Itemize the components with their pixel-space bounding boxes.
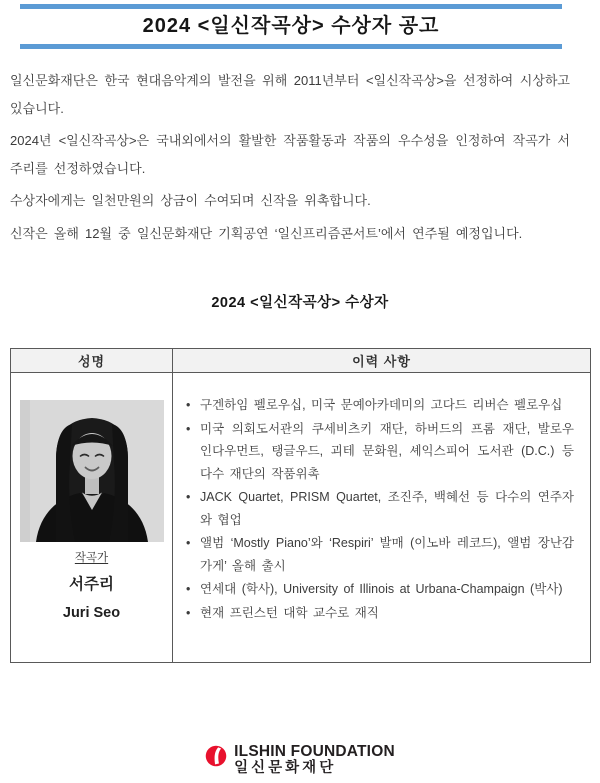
winner-name-english: Juri Seo: [62, 605, 121, 621]
paragraph-selection: 2024년 <일신작곡상>은 국내외에서의 활발한 작품활동과 작품의 우수성을 인정하여 작곡가 서주리를 선정하였습니다.: [10, 133, 570, 176]
winner-career-cell: [173, 373, 591, 663]
table-winner-row: [11, 373, 591, 663]
ilshin-logo-icon: [205, 745, 227, 767]
column-header-name: 성명: [11, 349, 173, 373]
career-item: • JACK Quartet, PRISM Quartet, 조진주, 백혜선 등 다수의 연주자와 협업: [185, 486, 574, 531]
career-list: [185, 394, 574, 624]
winner-name-cell: [11, 373, 173, 663]
winner-role-label: 작곡가: [74, 552, 109, 564]
title-banner: [20, 4, 562, 49]
winner-portrait-photo: [20, 400, 164, 542]
winner-section-subtitle: 2024 <일신작곡상> 수상자: [211, 295, 389, 311]
table-header-row: [11, 349, 591, 373]
winner-table: [10, 348, 591, 663]
career-item: • 구겐하임 펠로우십, 미국 문예아카데미의 고다드 리버슨 펠로우십: [185, 394, 574, 417]
paragraph-premiere: 신작은 올해 12월 중 일신문화재단 기획공연 ‘일신프리즘콘서트’에서 연주될 예정입니다.: [10, 225, 523, 241]
foundation-logo: [0, 744, 600, 776]
career-item: • 연세대 (학사), University of Illinois at Urbana-Champaign (박사): [185, 578, 574, 601]
document-title: 2024 <일신작곡상> 수상자 공고: [142, 15, 440, 37]
career-item: • 미국 의회도서관의 쿠세비츠키 재단, 하버드의 프롬 재단, 발로우 인다우먼트, 탱글우드, 괴테 문화원, 셰익스피어 도서관 (D.C.) 등 다수 재단의 작품위촉: [185, 418, 574, 486]
foundation-name-korean: 일신문화재단: [234, 760, 337, 776]
paragraph-prize: 수상자에게는 일천만원의 상금이 수여되며 신작을 위촉합니다.: [10, 193, 371, 208]
career-item: • 앨범 ‘Mostly Piano’와 ‘Respiri’ 발매 (이노바 레코드), 앨범 장난감 가게’ 올해 출시: [185, 532, 574, 577]
foundation-name-block: [234, 744, 395, 776]
column-header-career: 이력 사항: [173, 349, 591, 373]
career-item: • 현재 프린스턴 대학 교수로 재직: [185, 602, 574, 625]
announcement-body: [10, 67, 570, 247]
paragraph-intro: 일신문화재단은 한국 현대음악계의 발전을 위해 2011년부터 <일신작곡상>을 선정하여 시상하고 있습니다.: [10, 73, 570, 116]
foundation-name-english: ILSHIN FOUNDATION: [234, 743, 395, 760]
winner-name-korean: 서주리: [69, 576, 114, 593]
